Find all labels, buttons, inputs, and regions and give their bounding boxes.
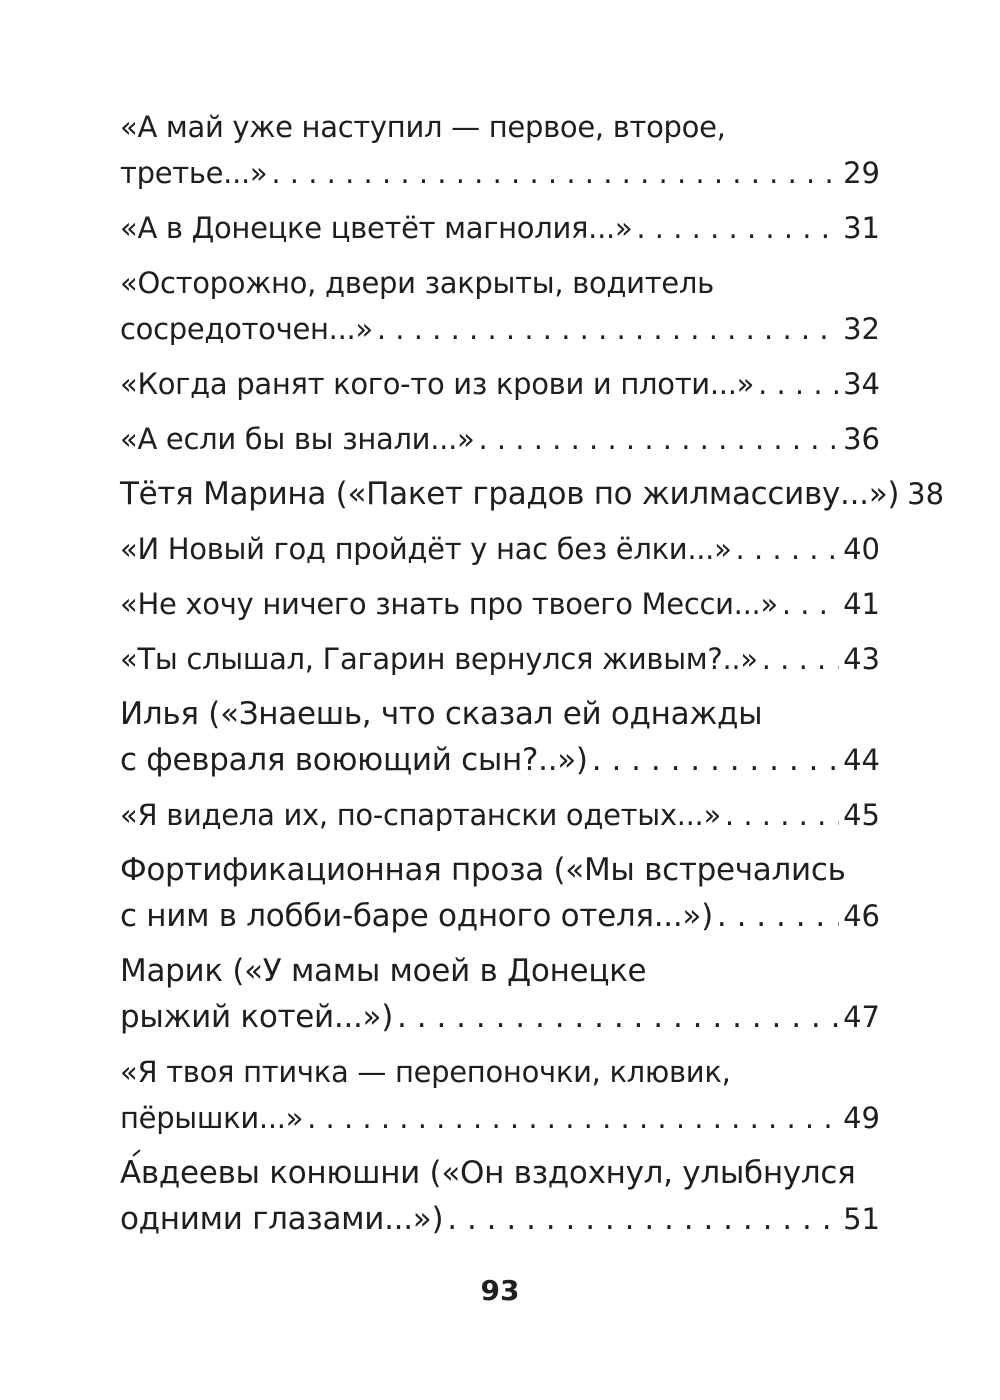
toc-page-number: 47 <box>843 1000 880 1034</box>
toc-entry <box>120 691 880 783</box>
toc-entry-line <box>120 691 880 737</box>
toc-entry-title: Илья («Знаешь, что сказал ей однажды <box>120 696 763 732</box>
toc-entry-line <box>120 847 880 893</box>
toc-entry-title: Фортификационная проза («Мы встречались <box>120 852 846 888</box>
toc-entry-line <box>120 306 880 352</box>
toc-entry-line <box>120 1196 880 1242</box>
toc-entry <box>120 847 880 939</box>
toc-entry-line <box>120 471 945 517</box>
toc-dot-leader <box>782 581 839 627</box>
toc-page-number: 44 <box>843 743 880 777</box>
toc-page-number: 46 <box>843 899 880 933</box>
toc-entry-line <box>120 948 880 994</box>
toc-entry-title: Тётя Марина («Пакет градов по жилмассиву...») <box>120 476 900 512</box>
toc-dot-leader <box>592 737 839 783</box>
toc-page-number: 45 <box>843 798 880 832</box>
toc-page-number: 32 <box>843 312 880 346</box>
toc-entry <box>120 416 880 462</box>
table-of-contents <box>120 104 945 1251</box>
toc-entry <box>120 361 880 407</box>
toc-entry-line <box>120 416 880 462</box>
toc-entry-title: с ним в лобби-баре одного отеля...») <box>120 898 713 934</box>
toc-entry-line <box>120 526 880 572</box>
toc-entry-title: «Не хочу ничего знать про твоего Месси...» <box>120 587 778 621</box>
toc-entry-line <box>120 994 880 1040</box>
toc-entry <box>120 205 880 251</box>
stress-mark-letter: А <box>120 1150 141 1196</box>
toc-entry-title: Марик («У мамы моей в Донецке <box>120 953 647 989</box>
toc-entry-title: «И Новый год пройдёт у нас без ёлки...» <box>120 532 732 566</box>
toc-dot-leader <box>736 526 840 572</box>
toc-page-number: 34 <box>843 367 880 401</box>
toc-entry-title: с февраля воюющий сын?..») <box>120 742 588 778</box>
toc-dot-leader <box>758 361 839 407</box>
toc-dot-leader <box>636 205 839 251</box>
toc-page-number: 49 <box>843 1101 880 1135</box>
toc-page-number: 36 <box>843 422 880 456</box>
toc-entry-title: «Ты слышал, Гагарин вернулся живым?..» <box>120 642 758 676</box>
toc-entry-line <box>120 260 880 306</box>
toc-entry <box>120 948 880 1040</box>
toc-entry <box>120 1150 880 1242</box>
toc-page-number: 40 <box>843 532 880 566</box>
toc-entry-line <box>120 361 880 407</box>
toc-entry-title: «Я твоя птичка — перепоночки, клювик, <box>120 1055 731 1089</box>
toc-dot-leader <box>307 1095 839 1141</box>
toc-dot-leader <box>725 792 839 838</box>
toc-entry-line <box>120 581 880 627</box>
toc-dot-leader <box>397 994 839 1040</box>
toc-dot-leader <box>377 306 839 352</box>
toc-entry <box>120 581 880 627</box>
page-number: 93 <box>480 1274 520 1307</box>
toc-entry <box>120 471 945 517</box>
toc-dot-leader <box>271 150 839 196</box>
toc-entry-line <box>120 792 880 838</box>
toc-entry <box>120 1049 880 1141</box>
toc-dot-leader <box>762 636 839 682</box>
toc-entry-line <box>120 737 880 783</box>
toc-entry <box>120 792 880 838</box>
toc-page-number: 43 <box>843 642 880 676</box>
toc-entry-title: Авдеевы конюшни («Он вздохнул, улыбнулся <box>120 1150 855 1196</box>
toc-entry-line <box>120 104 880 150</box>
toc-page-number: 51 <box>843 1202 880 1236</box>
toc-entry-title: «А май уже наступил — первое, второе, <box>120 110 726 144</box>
toc-entry <box>120 526 880 572</box>
toc-entry-line <box>120 636 880 682</box>
toc-entry-line <box>120 1049 880 1095</box>
toc-entry <box>120 260 880 352</box>
toc-entry-title: сосредоточен...» <box>120 312 373 346</box>
toc-page-number: 31 <box>843 211 880 245</box>
toc-page-number: 41 <box>843 587 880 621</box>
toc-dot-leader <box>717 893 839 939</box>
toc-page-number: 38 <box>907 477 945 511</box>
toc-entry <box>120 104 880 196</box>
toc-entry-title: рыжий котей...») <box>120 999 394 1035</box>
toc-entry-title: «Когда ранят кого-то из крови и плоти...» <box>120 367 755 401</box>
toc-entry-line <box>120 1095 880 1141</box>
toc-entry-title: пёрышки...» <box>120 1101 304 1135</box>
toc-entry-line <box>120 205 880 251</box>
toc-entry-title: одними глазами...») <box>120 1201 444 1237</box>
toc-dot-leader <box>478 416 839 462</box>
toc-entry-title: «А в Донецке цветёт магнолия...» <box>120 211 633 245</box>
toc-entry-title: «Я видела их, по-спартански одетых...» <box>120 798 721 832</box>
toc-entry-title: «А если бы вы знали...» <box>120 422 475 456</box>
toc-entry-title: третье...» <box>120 156 268 190</box>
toc-entry <box>120 636 880 682</box>
toc-entry-line <box>120 893 880 939</box>
toc-entry-line <box>120 1150 880 1196</box>
toc-entry-title: «Осторожно, двери закрыты, водитель <box>120 266 714 300</box>
toc-entry-line <box>120 150 880 196</box>
toc-dot-leader <box>447 1196 839 1242</box>
toc-page-number: 29 <box>843 156 880 190</box>
